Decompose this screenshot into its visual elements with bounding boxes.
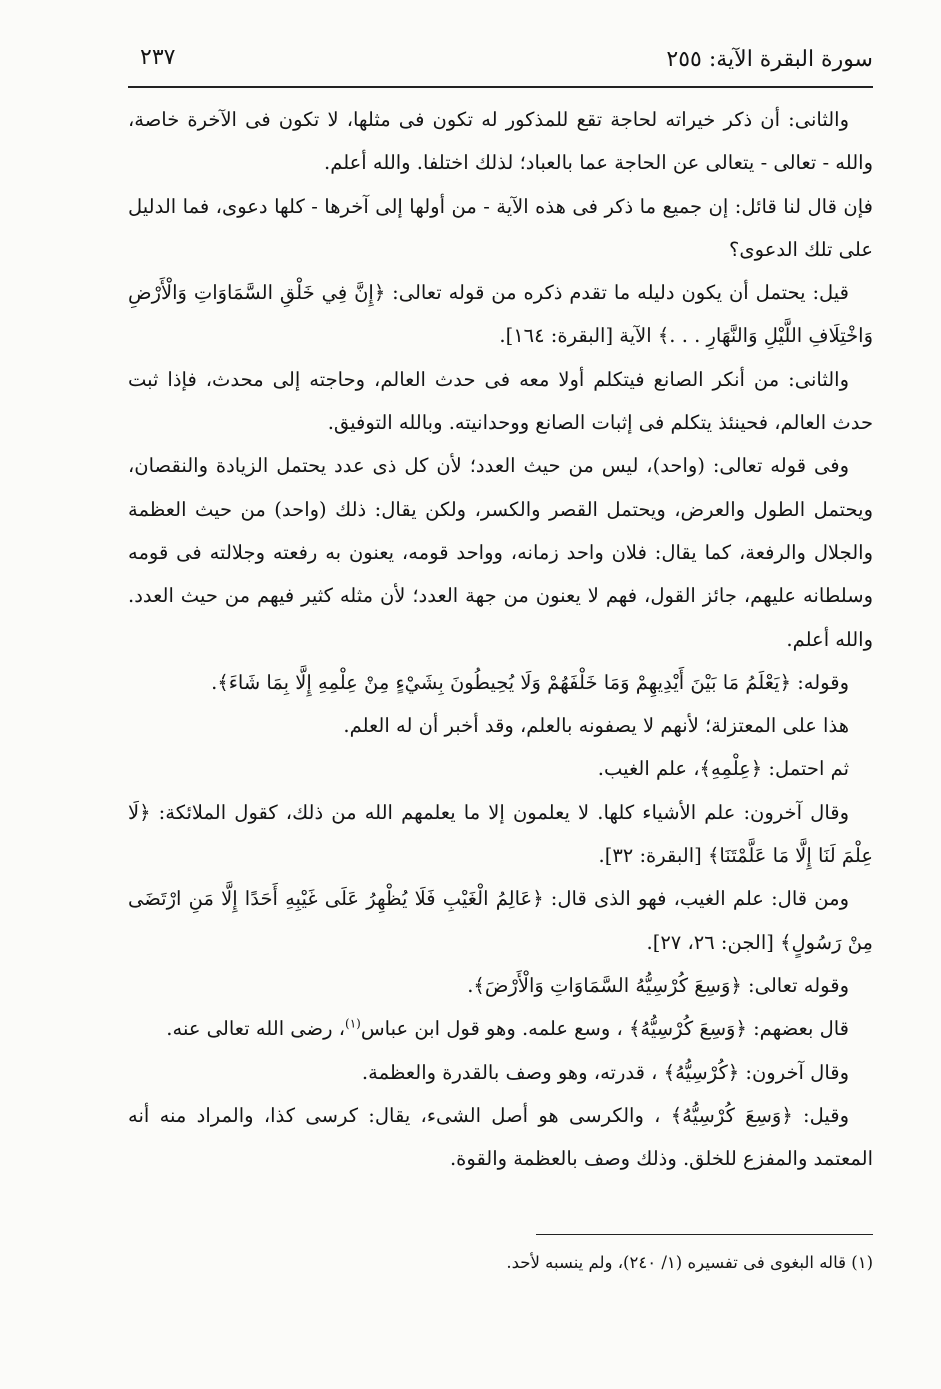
- paragraph: والثانى: أن ذكر خيراته لحاجة تقع للمذكور له تكون فى مثلها، لا تكون فى الآخرة خاصة، والله - تعالى - يتعالى عن الحاجة عما بالعباد؛ لذلك اختلفا. والله أعلم.: [128, 108, 873, 175]
- paragraph: وقوله تعالى: ﴿وَسِعَ كُرْسِيُّهُ السَّمَاوَاتِ وَالْأَرْضَ﴾.: [467, 973, 849, 997]
- page-header: [128, 38, 873, 82]
- paragraph: وقال آخرون: علم الأشياء كلها. لا يعلمون إلا ما يعلمهم الله من ذلك، كقول الملائكة: ﴿لَا عِلْمَ لَنَا إِلَّا مَا عَلَّمْتَنَا﴾ [البقرة: ٣٢].: [128, 800, 873, 868]
- footnote-text: (١) قاله البغوى فى تفسيره (١/ ٢٤٠)، ولم ينسبه لأحد.: [506, 1253, 873, 1272]
- paragraph: ثم احتمل: ﴿عِلْمِهِ﴾، علم الغيب.: [597, 757, 849, 781]
- paragraph: ومن قال: علم الغيب، فهو الذى قال: ﴿عَالِمُ الْغَيْبِ فَلَا يُظْهِرُ عَلَى غَيْبِهِ أَحَدًا إِلَّا مَنِ ارْتَضَى مِنْ رَسُولٍ﴾ [الجن: ٢٦، ٢٧].: [128, 887, 873, 954]
- paragraph: وفى قوله تعالى: (واحد)، ليس من حيث العدد؛ لأن كل ذى عدد يحتمل الزيادة والنقصان، ويحتمل الطول والعرض، ويحتمل القصر والكسر، ولكن يقال: ذلك (واحد) من حيث العظمة والجلال والرفعة، كما يقال: فلان واحد زمانه، وواحد قومه، يعنون به رفعته وجلالته فى قومه وسلطانه عليهم، جائز القول، فهم لا يعنون من جهة العدد؛ لأن مثله كثير فيهم من حيث العدد. والله أعلم.: [128, 454, 873, 651]
- main-text: [128, 98, 873, 1180]
- paragraph: قيل: يحتمل أن يكون دليله ما تقدم ذكره من قوله تعالى: ﴿إِنَّ فِي خَلْقِ السَّمَاوَاتِ وَالْأَرْضِ وَاخْتِلَافِ اللَّيْلِ وَالنَّهَارِ . . .﴾ الآية [البقرة: ١٦٤].: [128, 281, 873, 348]
- running-title: سورة البقرة الآية: ٢٥٥: [666, 47, 873, 72]
- paragraph: وقيل: ﴿وَسِعَ كُرْسِيُّهُ﴾ ، والكرسى هو أصل الشىء، يقال: كرسى كذا، والمراد منه أنه المعتمد والمفزع للخلق. وذلك وصف بالعظمة والقوة.: [128, 1103, 873, 1171]
- paragraph: والثانى: من أنكر الصانع فيتكلم أولا معه فى حدث العالم، وحاجته إلى محدث، فإذا ثبت حدث العالم، فحينئذ يتكلم فى إثبات الصانع ووحدانيته. وبالله التوفيق.: [128, 367, 873, 435]
- footnote-marker[interactable]: (١): [345, 1016, 361, 1031]
- paragraph: هذا على المعتزلة؛ لأنهم لا يصفونه بالعلم، وقد أخبر أن له العلم.: [343, 714, 849, 738]
- footnote-divider: [536, 1234, 873, 1235]
- paragraph-text: ، رضى الله تعالى عنه.: [166, 1017, 346, 1041]
- paragraph: فإن قال لنا قائل: إن جميع ما ذكر فى هذه الآية - من أولها إلى آخرها - كلها دعوى، فما الدليل على تلك الدعوى؟: [128, 194, 873, 261]
- paragraph-text: قال بعضهم: ﴿وَسِعَ كُرْسِيُّهُ﴾ ، وسع علمه. وهو قول ابن عباس: [360, 1017, 849, 1041]
- paragraph: وقال آخرون: ﴿كُرْسِيُّهُ﴾ ، قدرته، وهو وصف بالقدرة والعظمة.: [361, 1060, 849, 1084]
- page-number: ٢٣٧: [140, 45, 176, 70]
- paragraph: [128, 1007, 873, 1050]
- paragraph: وقوله: ﴿يَعْلَمُ مَا بَيْنَ أَيْدِيهِمْ وَمَا خَلْفَهُمْ وَلَا يُحِيطُونَ بِشَيْءٍ مِنْ عِلْمِهِ إِلَّا بِمَا شَاءَ﴾.: [211, 670, 849, 694]
- footnote: [128, 1248, 873, 1278]
- header-divider: [128, 86, 873, 88]
